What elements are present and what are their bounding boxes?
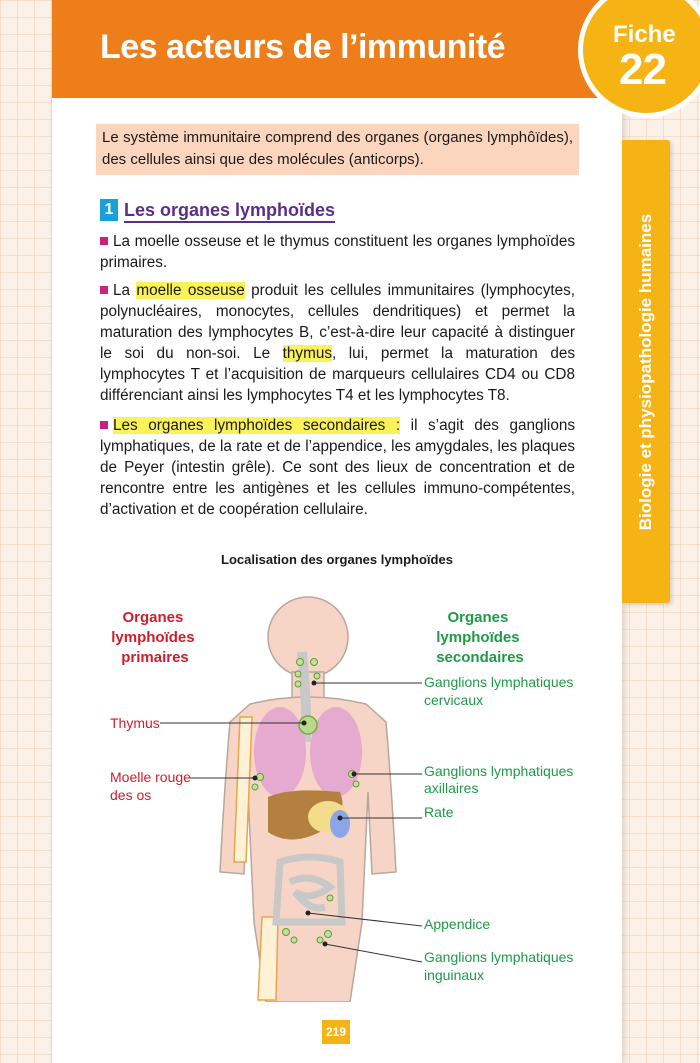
femur-bone — [258, 917, 278, 1000]
paragraph-2-text-b: produit les cellules immunitaires (lymphocytes, polynucléaires, monocytes, cellules dendritiques) et permet la maturation des lymphocytes B, c’est-à-dire leur capacité à distinguer le soi du non-soi. Le — [100, 282, 576, 362]
bullet-icon — [100, 237, 108, 245]
fiche-label: Fiche — [613, 21, 676, 48]
highlight-secondaires: Les organes lymphoïdes secondaires : — [113, 417, 401, 434]
side-tab-label: Biologie et physiopathologie humaines — [636, 213, 655, 530]
bullet-icon — [100, 286, 108, 294]
side-tab — [622, 140, 670, 603]
lymphoid-organs-figure — [100, 592, 580, 1002]
label-axillaires: Ganglions lymphatiques axillaires — [424, 763, 574, 796]
primary-heading: Organes lymphoïdes primaires — [111, 609, 195, 666]
intro-box: Le système immunitaire comprend des organes (organes lymphôïdes), des cellules ainsi que des molécules (anticorps). — [96, 124, 579, 175]
figure-title: Localisation des organes lymphoïdes — [221, 552, 453, 567]
bullet-icon — [100, 421, 108, 429]
label-rate: Rate — [424, 804, 454, 820]
paragraph-2-text-c: , lui, permet la maturation des lymphocytes T et l’acquisition de marqueurs cellulaires CD4 ou CD8 différenciant ainsi les lymphocytes T4 et les lymphocytes T8. — [100, 345, 575, 404]
page-title: Les acteurs de l’immunité — [100, 28, 506, 66]
paragraph-2-text-a: La — [113, 282, 137, 299]
fiche-number: 22 — [619, 45, 666, 94]
paragraph-2 — [100, 280, 575, 406]
paragraph-1-text: La moelle osseuse et le thymus constituent les organes lymphoïdes primaires. — [100, 233, 575, 271]
label-appendice: Appendice — [424, 916, 491, 932]
highlight-thymus: thymus — [282, 345, 332, 362]
highlight-moelle-osseuse: moelle osseuse — [136, 282, 245, 299]
paragraph-3-text: il s’agit des ganglions lymphatiques, de la rate et de l’appendice, les amygdales, les plaques de Peyer (intestin grêle). Ce sont des lieux de concentration et de rencontre entre les antigènes et les cellules immuno-compétentes, d’activation et de coopération cellulaire. — [100, 417, 575, 518]
paragraph-1 — [100, 231, 575, 273]
label-moelle: Moelle rouge des os — [110, 769, 191, 803]
label-thymus: Thymus — [110, 715, 160, 731]
label-cervicaux: Ganglions lymphatiques cervicaux — [424, 674, 574, 708]
left-lung — [254, 707, 306, 797]
label-inguinaux: Ganglions lymphatiques inguinaux — [424, 949, 574, 983]
section-title: Les organes lymphoïdes — [124, 199, 335, 223]
section-number: 1 — [100, 199, 118, 221]
page-number: 219 — [322, 1020, 350, 1044]
secondary-heading: Organes lymphoïdes secondaires — [436, 609, 524, 666]
paragraph-3 — [100, 415, 575, 520]
thymus-organ — [299, 716, 317, 734]
spleen — [330, 810, 350, 838]
